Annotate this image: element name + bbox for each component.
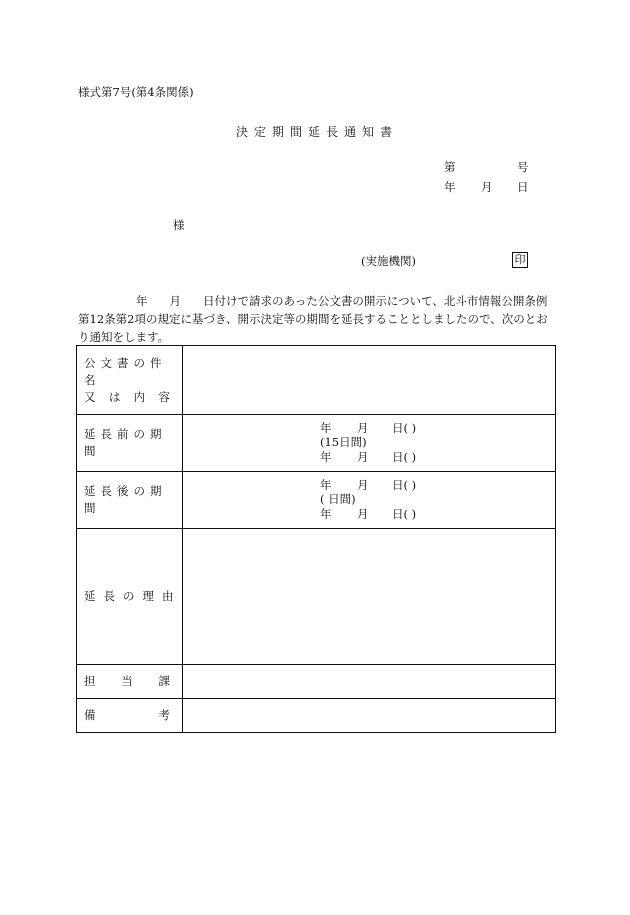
value-department[interactable] (183, 665, 556, 699)
label-char: 備 (84, 708, 101, 722)
year-label: 年 (320, 450, 332, 464)
label-period-before (77, 415, 183, 472)
label-remarks (77, 699, 183, 733)
label-line-content (84, 389, 182, 406)
end-date-line (320, 509, 440, 521)
label-char: 課 (158, 674, 175, 688)
label-char: は (108, 389, 126, 404)
row-period-after (77, 472, 556, 529)
label-department (77, 665, 183, 699)
duration-line (320, 437, 440, 449)
date-month-label: 月 (481, 180, 493, 194)
month-label: 月 (357, 421, 369, 435)
value-remarks[interactable] (183, 699, 556, 733)
start-date-line (320, 480, 440, 492)
row-department (77, 665, 556, 699)
value-period-after[interactable] (183, 472, 556, 529)
day-label: 日( ) (392, 450, 417, 464)
duration-line (320, 494, 440, 506)
label-period-after (77, 472, 183, 529)
label-char: 容 (158, 389, 175, 404)
day-label: 日( ) (392, 507, 417, 521)
row-extension-reason (77, 529, 556, 665)
duration-text: ( 日間) (320, 492, 356, 506)
label-extension-reason (77, 529, 183, 665)
label-document-title (77, 346, 183, 415)
body-month-label: 月 (169, 294, 181, 308)
end-date-line (320, 452, 440, 464)
label-char: 当 (121, 674, 138, 688)
row-document-title (77, 346, 556, 415)
number-prefix: 第 (444, 160, 456, 174)
start-date-line (320, 423, 440, 435)
seal-mark: 印 (512, 252, 528, 268)
month-label: 月 (357, 507, 369, 521)
month-label: 月 (357, 450, 369, 464)
label-char: 考 (158, 708, 175, 722)
body-text: 日付けで請求のあった公文書の開示について、北斗市情報公開条例第12条第2項の規定に基づき、開示決定等の期間を延長することとしましたので、次のとおり通知をします。 (78, 294, 548, 344)
addressee-suffix: 様 (173, 218, 185, 232)
label-text: 延長の理由 (84, 589, 182, 603)
row-remarks (77, 699, 556, 733)
label-char: 内 (133, 389, 151, 404)
agency-label: (実施機関) (361, 254, 416, 268)
body-year-label: 年 (136, 294, 148, 308)
label-text (84, 673, 182, 690)
document-title: 決定期間延長通知書 (236, 125, 399, 139)
duration-text: (15日間) (320, 435, 367, 449)
month-label: 月 (357, 478, 369, 492)
value-extension-reason[interactable] (183, 529, 556, 665)
date-day-label: 日 (517, 180, 529, 194)
day-label: 日( ) (392, 478, 417, 492)
number-suffix: 号 (517, 160, 529, 174)
value-document-title[interactable] (183, 346, 556, 415)
label-char: 又 (84, 389, 101, 404)
row-period-before (77, 415, 556, 472)
label-text: 延長後の期間 (84, 484, 167, 515)
notice-table (76, 345, 556, 733)
day-label: 日( ) (392, 421, 417, 435)
label-text (84, 707, 182, 724)
year-label: 年 (320, 478, 332, 492)
label-line-title: 公文書の件名 (84, 355, 167, 387)
label-text: 延長前の期間 (84, 427, 167, 458)
year-label: 年 (320, 507, 332, 521)
value-period-before[interactable] (183, 415, 556, 472)
form-number: 様式第7号(第4条関係) (78, 85, 194, 99)
label-char: 担 (84, 674, 101, 688)
date-year-label: 年 (444, 180, 456, 194)
year-label: 年 (320, 421, 332, 435)
body-paragraph (78, 292, 556, 346)
